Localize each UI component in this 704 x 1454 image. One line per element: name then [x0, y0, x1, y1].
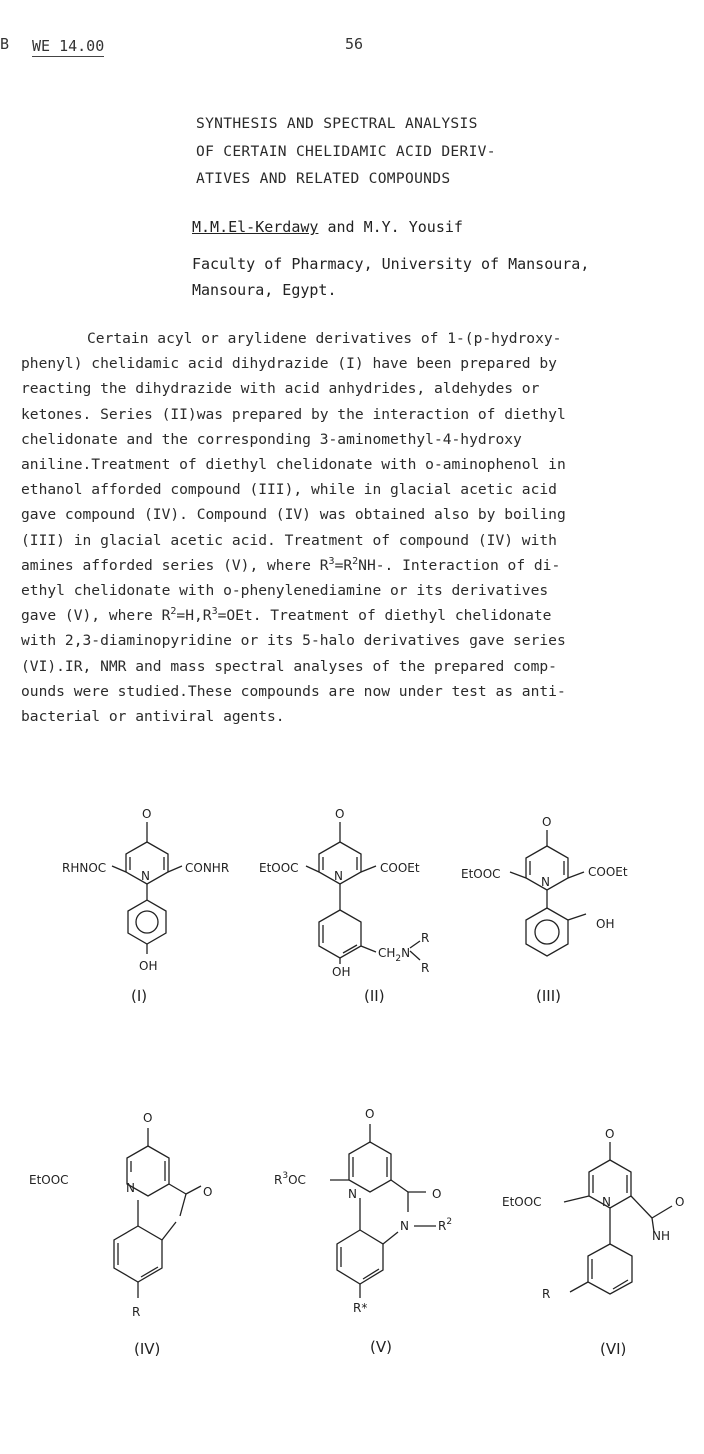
substituent-left: EtOOC — [259, 861, 299, 875]
methylene-label: $CH_2N$ — [378, 946, 411, 964]
substituent-right: COOEt — [588, 865, 628, 879]
nitrogen-label: N — [334, 869, 343, 883]
title-line-3: ATIVES AND RELATED COMPOUNDS — [196, 170, 451, 187]
abstract-line: gave compound (IV). Compound (IV) was obtained also by boiling — [21, 506, 566, 524]
structure-VI — [502, 1127, 684, 1358]
abstract-line: ethanol afforded compound (III), while in glacial acetic acid — [21, 481, 557, 499]
oxo-label: O — [142, 807, 152, 821]
substituent-left: EtOOC — [502, 1195, 542, 1209]
abstract-text: =R — [334, 556, 353, 574]
oxo-label: O — [365, 1107, 375, 1121]
page-number: 56 — [345, 35, 364, 53]
abstract-line: (VI).IR, NMR and mass spectral analyses of the prepared comp- — [21, 657, 557, 675]
hydroxy-label: OH — [596, 917, 615, 931]
nitrogen-label: N — [541, 875, 550, 889]
superscript: 3 — [211, 606, 218, 618]
nitrogen-label: N — [348, 1187, 357, 1201]
hydroxy-label: OH — [139, 959, 158, 973]
abstract-line: ounds were studied.These compounds are now under test as anti- — [21, 682, 566, 700]
structure-IV — [29, 1111, 212, 1358]
substituent-left: EtOOC — [461, 867, 501, 881]
author-2: M.Y. Yousif — [363, 218, 463, 236]
structure-caption: (III) — [536, 987, 561, 1005]
carbonyl-oxygen-label: O — [675, 1195, 685, 1209]
superscript: 2 — [170, 606, 177, 618]
nitrogen-label: N — [141, 869, 150, 883]
r-group-label: R* — [353, 1301, 368, 1315]
nitrogen-label: N — [602, 1195, 611, 1209]
lactone-oxygen-label: O — [203, 1185, 213, 1199]
substituent-left: $R^3OC$ — [274, 1171, 306, 1187]
oxo-label: O — [143, 1111, 153, 1125]
abstract-line: ethyl chelidonate with o-phenylenediamine or its derivatives — [21, 582, 549, 600]
hydroxy-label: OH — [332, 965, 351, 979]
title-line-1: SYNTHESIS AND SPECTRAL ANALYSIS — [196, 115, 478, 132]
r-group-label: R — [542, 1287, 551, 1301]
r-group-label: R — [421, 931, 430, 945]
abstract-line: (III) in glacial acetic acid. Treatment of compound (IV) with — [21, 531, 557, 549]
r2-label: $R^2$ — [438, 1217, 453, 1233]
structure-caption: (V) — [370, 1338, 392, 1356]
abstract-text: =H,R — [176, 607, 212, 625]
session-code: WE 14.00 — [32, 37, 105, 55]
affiliation-line-2: Mansoura, Egypt. — [192, 281, 337, 299]
abstract-line: with 2,3-diaminopyridine or its 5-halo derivatives gave series — [21, 632, 566, 650]
substituent-left: EtOOC — [29, 1173, 69, 1187]
carbonyl-oxygen-label: O — [432, 1187, 442, 1201]
structure-caption: (I) — [131, 987, 148, 1005]
r-group-label: R — [132, 1305, 141, 1319]
structure-caption: (VI) — [600, 1340, 627, 1358]
authors-conjunction: and — [327, 218, 355, 236]
structure-II — [259, 807, 429, 1005]
nitrogen-label: N — [126, 1181, 135, 1195]
abstract-line: Certain acyl or arylidene derivatives of 1-(p-hydroxy- — [87, 330, 562, 347]
abstract-line: phenyl) chelidamic acid dihydrazide (I) have been prepared by — [21, 355, 557, 373]
abstract-line: chelidonate and the corresponding 3-aminomethyl-4-hydroxy — [21, 430, 522, 448]
session-prefix: B — [0, 35, 10, 53]
superscript: 2 — [352, 555, 359, 567]
structure-I — [62, 807, 229, 1005]
oxo-label: O — [335, 807, 345, 821]
substituent-right: COOEt — [380, 861, 420, 875]
oxo-label: O — [542, 815, 552, 829]
affiliation-line-1: Faculty of Pharmacy, University of Mansoura, — [192, 255, 590, 273]
structure-caption: (IV) — [134, 1340, 161, 1358]
amide-nh-label: NH — [652, 1229, 670, 1243]
amide-nitrogen-label: N — [400, 1219, 409, 1233]
structure-V — [274, 1107, 452, 1356]
structure-caption: (II) — [364, 987, 385, 1005]
structure-III — [461, 815, 628, 1005]
abstract-line: bacterial or antiviral agents. — [21, 708, 285, 726]
superscript: 3 — [328, 555, 335, 567]
abstract-line: ketones. Series (II)was prepared by the interaction of diethyl — [21, 405, 566, 423]
substituent-right: CONHR — [185, 861, 230, 875]
oxo-label: O — [605, 1127, 615, 1141]
abstract-text: =OEt. Treatment of diethyl chelidonate — [217, 607, 552, 625]
abstract-text: NH-. Interaction of di- — [358, 556, 561, 574]
substituent-left: RHNOC — [62, 861, 107, 875]
abstract-line: aniline.Treatment of diethyl chelidonate with o-aminophenol in — [21, 456, 566, 474]
abstract-text: gave (V), where R — [21, 607, 171, 625]
author-1: M.M.El-Kerdawy — [192, 218, 319, 236]
title-line-2: OF CERTAIN CHELIDAMIC ACID DERIV- — [196, 143, 496, 160]
r-group-label: R — [421, 961, 430, 975]
abstract-text: amines afforded series (V), where R — [21, 556, 329, 574]
abstract-line: reacting the dihydrazide with acid anhydrides, aldehydes or — [21, 380, 540, 398]
